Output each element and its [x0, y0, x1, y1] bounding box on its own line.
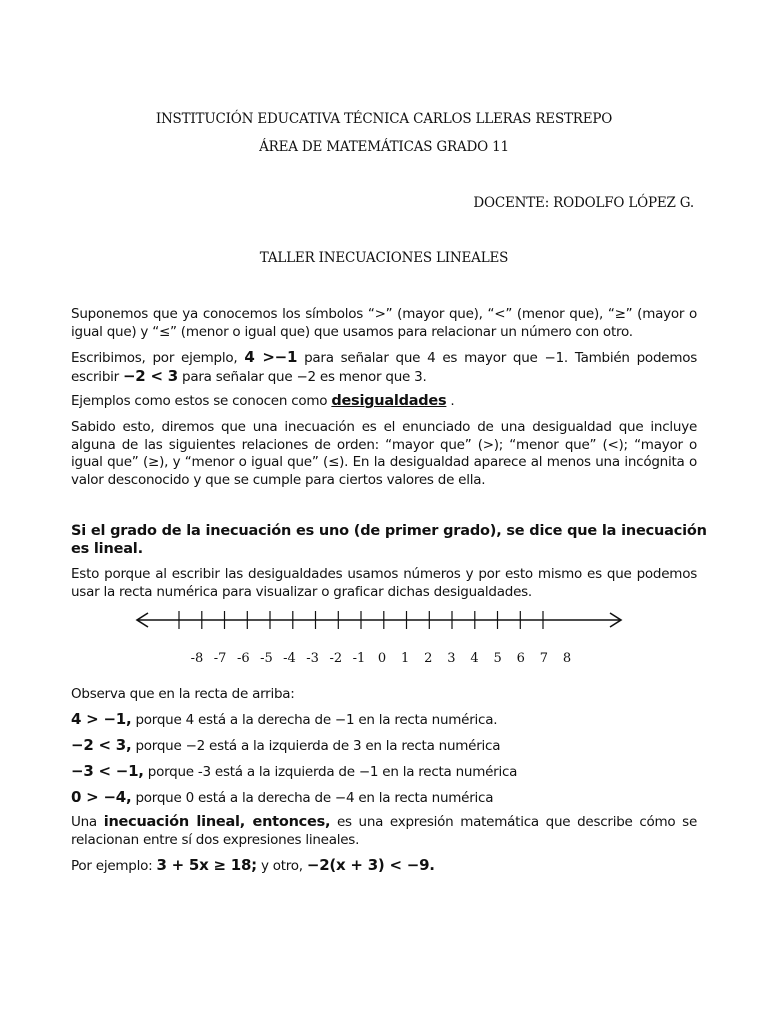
number-line-label: -5 — [260, 651, 273, 665]
number-line-figure — [0, 605, 768, 665]
observation-item — [71, 763, 517, 782]
teacher-name: DOCENTE: RODOLFO LÓPEZ G. — [473, 195, 694, 211]
text-run: porque 0 está a la derecha de −4 en la recta numérica — [135, 790, 494, 806]
text-run: y otro, — [260, 858, 303, 874]
worksheet-title: TALLER INECUACIONES LINEALES — [259, 250, 509, 266]
number-line-label: 7 — [539, 651, 549, 665]
number-line-label: 5 — [493, 651, 502, 665]
section-heading: Si el grado de la inecuación es uno (de primer grado), se dice que la inecuación es lineal. — [71, 523, 707, 557]
math-expression: −3 < −1, — [71, 762, 144, 780]
observations-lead: Observa que en la recta de arriba: — [71, 686, 295, 702]
number-line-label: -4 — [283, 651, 296, 665]
area-title: ÁREA DE MATEMÁTICAS GRADO 11 — [259, 139, 509, 155]
number-line-label: 0 — [377, 651, 387, 665]
text-run: Ejemplos como estos se conocen como — [71, 393, 328, 409]
text-run: porque −2 está a la izquierda de 3 en la recta numérica — [135, 738, 501, 754]
number-line-label: -6 — [236, 651, 250, 665]
intro-paragraph-desigualdades — [71, 393, 454, 411]
number-line-labels — [191, 651, 571, 665]
text-run: Por ejemplo: — [71, 858, 153, 874]
number-line-label: -2 — [329, 651, 343, 665]
intro-paragraph-symbols: Suponemos que ya conocemos los símbolos “>” (mayor que), “<” (menor que), “≥” (mayor o igual que) y “≤” (menor o igual que) que usamos para relacionar un número con otro. — [71, 306, 697, 340]
text-run: para señalar que −2 es menor que 3. — [182, 368, 427, 385]
definition-paragraph — [71, 814, 697, 849]
observation-item — [71, 789, 493, 808]
text-run: es una expresión matemática que describe cómo se relacionan entre sí dos expresiones lineales. — [71, 814, 698, 848]
term-desigualdades: desigualdades — [331, 393, 447, 409]
observation-item — [71, 737, 500, 756]
text-run: . — [450, 393, 455, 409]
number-line-label: 2 — [424, 651, 433, 665]
math-expression: 0 > −4, — [71, 788, 132, 806]
number-line-label: 6 — [516, 651, 525, 665]
example-line — [71, 857, 435, 876]
institution-title: INSTITUCIÓN EDUCATIVA TÉCNICA CARLOS LLERAS RESTREPO — [155, 111, 613, 127]
number-line-label: 4 — [470, 651, 479, 665]
text-run: Escribimos, por ejemplo, — [71, 350, 238, 366]
observation-item — [71, 711, 497, 730]
section-paragraph: Esto porque al escribir las desigualdades usamos números y por esto mismo es que podemos usar la recta numérica para visualizar o graficar dichas desigualdades. — [71, 566, 697, 600]
number-line-label: 1 — [400, 651, 410, 665]
math-expression: 4 > −1, — [71, 710, 132, 728]
term-inecuacion-lineal: inecuación lineal, entonces, — [103, 814, 331, 830]
math-expression: −2 < 3, — [71, 736, 132, 754]
number-line-label: -3 — [306, 651, 319, 665]
math-expression: −2 < 3 — [122, 366, 178, 385]
math-expression: −2(x + 3) < −9. — [306, 856, 435, 874]
intro-paragraph-examples — [71, 349, 697, 386]
number-line-label: 3 — [447, 651, 456, 665]
number-line-label: -8 — [190, 651, 204, 665]
math-expression: 3 + 5x ≥ 18; — [156, 856, 257, 874]
number-line-label: -7 — [213, 651, 227, 665]
intro-paragraph-definition: Sabido esto, diremos que una inecuación es el enunciado de una desigualdad que incluye alguna de las siguientes relaciones de orden: “mayor que” (>); “menor que” (<); “mayor o igual que” (≥), y “menor o igual que” (≤). En la desigualdad aparece al menos una incógnita o valor desconocido y que se cumple para ciertos valores de ella. — [71, 419, 697, 488]
text-run: porque 4 está a la derecha de −1 en la recta numérica. — [135, 712, 498, 728]
text-run: para señalar que 4 es mayor que −1. También podemos escribir — [71, 350, 698, 385]
number-line-label: 8 — [562, 651, 572, 665]
text-run: porque -3 está a la izquierda de −1 en la recta numérica — [147, 764, 518, 780]
text-run: Una — [71, 814, 97, 830]
number-line-label: -1 — [352, 651, 366, 665]
math-expression: 4 >−1 — [244, 348, 298, 366]
